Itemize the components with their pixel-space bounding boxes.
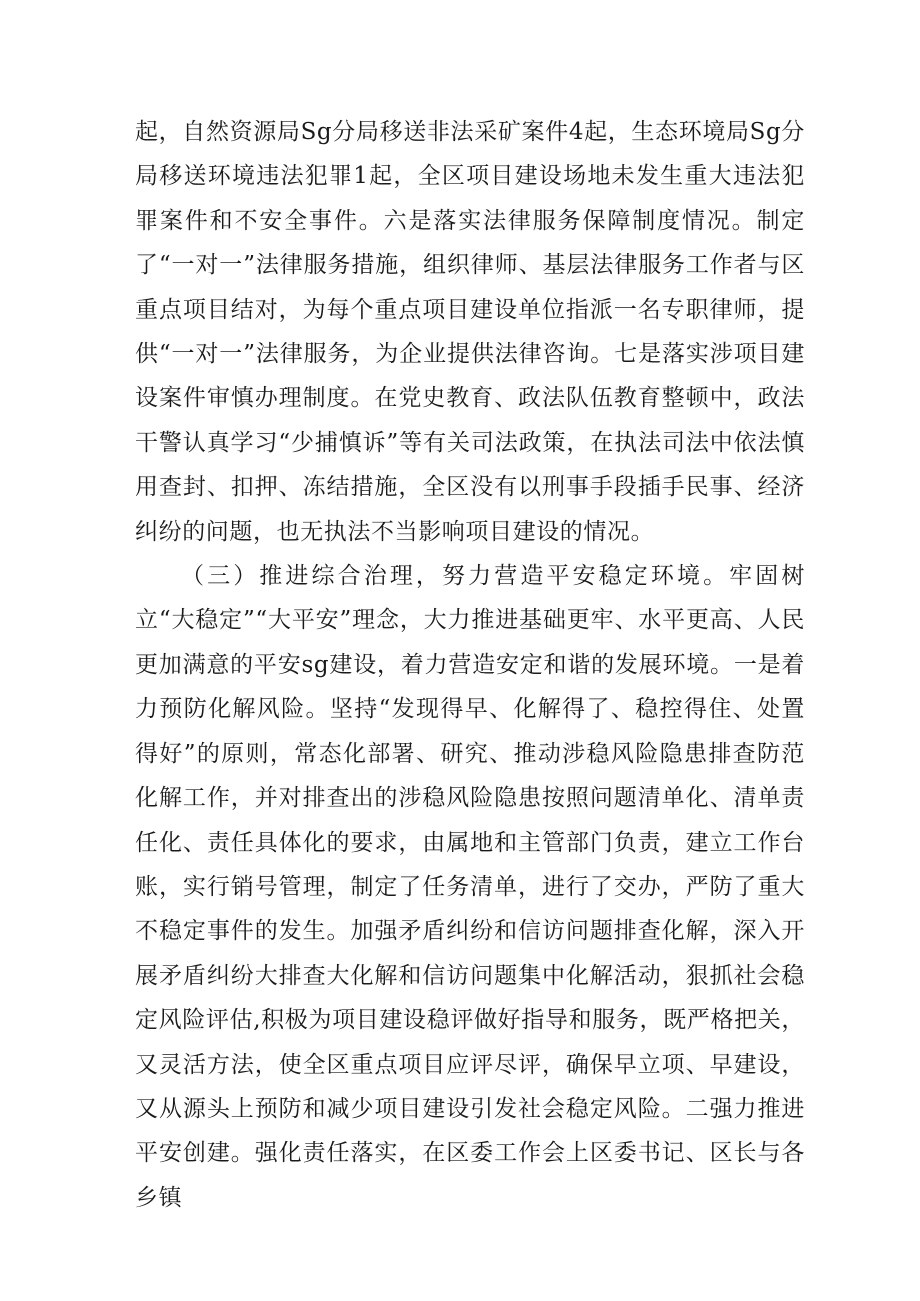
paragraph-continuation: 起，自然资源局Sg分局移送非法采矿案件4起，生态环境局Sg分局移送环境违法犯罪1起，全区项目建设场地未发生重大违法犯罪案件和不安全事件。六是落实法律服务保障制度情况。制定了“一对一”法律服务措施，组织律师、基层法律服务工作者与区重点项目结对，为每个重点项目建设单位指派一名专职律师，提供“一对一”法律服务，为企业提供法律咨询。七是落实涉项目建设案件审慎办理制度。在党史教育、政法队伍教育整顿中，政法干警认真学习“少捕慎诉”等有关司法政策，在执法司法中依法慎用查封、扣押、冻结措施，全区没有以刑事手段插手民事、经济纠纷的问题，也无执法不当影响项目建设的情况。 xyxy=(135,119,805,545)
body-text xyxy=(135,110,805,1220)
paragraph-section-three: （三）推进综合治理，努力营造平安稳定环境。牢固树立“大稳定”“大平安”理念，大力推进基础更牢、水平更高、人民更加满意的平安sg建设，着力营造安定和谐的发展环境。一是着力预防化解风险。坚持“发现得早、化解得了、稳控得住、处置得好”的原则，常态化部署、研究、推动涉稳风险隐患排查防范化解工作，并对排查出的涉稳风险隐患按照问题清单化、清单责任化、责任具体化的要求，由属地和主管部门负责，建立工作台账，实行销号管理，制定了任务清单，进行了交办，严防了重大不稳定事件的发生。加强矛盾纠纷和信访问题排查化解，深入开展矛盾纠纷大排查大化解和信访问题集中化解活动，狠抓社会稳定风险评估,积极为项目建设稳评做好指导和服务，既严格把关，又灵活方法，使全区重点项目应评尽评，确保早立项、早建设，又从源头上预防和减少项目建设引发社会稳定风险。二强力推进平安创建。强化责任落实，在区委工作会上区委书记、区长与各乡镇 xyxy=(135,563,805,1211)
